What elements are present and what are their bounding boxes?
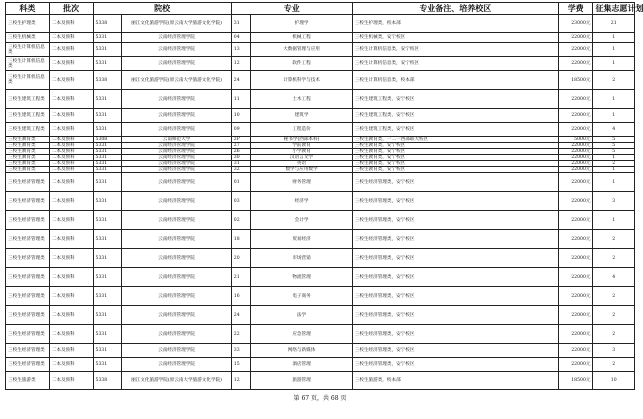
header-school: 院校: [93, 3, 231, 15]
table-row: [6, 109, 635, 123]
plan-cell: 5: [593, 149, 635, 155]
table-header-row: [6, 3, 635, 15]
major-name-cell: 电子商务: [251, 287, 352, 306]
category-cell: 三校生建筑工程类: [6, 90, 50, 109]
table-row: [6, 268, 635, 287]
table-row: [6, 230, 635, 249]
plan-cell: 1: [593, 90, 635, 109]
fee-cell: 22000元: [558, 173, 593, 192]
plan-cell: 2: [593, 249, 635, 268]
table-row: [6, 43, 635, 57]
batch-cell: 二本及预科: [49, 143, 93, 149]
category-cell: 三校生计算机信息类: [6, 71, 50, 90]
fee-cell: 22000元: [558, 287, 593, 306]
fee-cell: 23000元: [558, 15, 593, 33]
school-code-cell: 5331: [93, 155, 122, 161]
major-code-cell: 33: [231, 344, 251, 358]
major-code-cell: 12: [231, 372, 251, 390]
major-code-cell: 22: [231, 325, 251, 344]
major-code-cell: 2P: [231, 137, 251, 143]
header-note: 专业备注、培养校区: [352, 3, 558, 15]
school-code-cell: 5331: [93, 287, 122, 306]
school-code-cell: 5331: [93, 325, 122, 344]
table-row: [6, 287, 635, 306]
major-code-cell: 31: [231, 15, 251, 33]
category-cell: 三校生教育类: [6, 167, 50, 173]
plan-cell: 4: [593, 123, 635, 137]
table-row: [6, 71, 635, 90]
major-note-cell: 三校生教育类，安宁校区: [352, 155, 558, 161]
category-cell: 三校生经济管理类: [6, 230, 50, 249]
category-cell: 三校生旅游类: [6, 372, 50, 390]
category-cell: 三校生经济管理类: [6, 306, 50, 325]
table-row: [6, 372, 635, 390]
school-name-cell: 云南经济管理学院: [122, 90, 231, 109]
school-code-cell: 5331: [93, 268, 122, 287]
fee-cell: 22000元: [558, 167, 593, 173]
fee-cell: 22000元: [558, 344, 593, 358]
major-name-cell: 土木工程: [251, 90, 352, 109]
fee-cell: 22000元: [558, 230, 593, 249]
school-code-cell: 5331: [93, 123, 122, 137]
school-code-cell: 5331: [93, 143, 122, 149]
school-name-cell: 云南经济管理学院: [122, 149, 231, 155]
major-code-cell: 16: [231, 287, 251, 306]
plan-cell: 2: [593, 71, 635, 90]
table-row: [6, 90, 635, 109]
major-name-cell: 学前教育: [251, 143, 352, 149]
major-code-cell: 09: [231, 123, 251, 137]
major-code-cell: 03: [231, 192, 251, 211]
batch-cell: 二本及预科: [49, 325, 93, 344]
major-note-cell: 三校生经济管理类，安宁校区: [352, 344, 558, 358]
school-name-cell: 云南师范大学: [122, 137, 231, 143]
category-cell: 三校生经济管理类: [6, 268, 50, 287]
major-name-cell: 财务管理: [251, 173, 352, 192]
major-name-cell: 会计学: [251, 211, 352, 230]
category-cell: 三校生经济管理类: [6, 249, 50, 268]
major-name-cell: 护理学: [251, 15, 352, 33]
batch-cell: 二本及预科: [49, 344, 93, 358]
category-cell: 三校生教育类: [6, 137, 50, 143]
school-code-cell: 5331: [93, 167, 122, 173]
major-note-cell: 三校生建筑工程类，安宁校区: [352, 123, 558, 137]
major-code-cell: 32: [231, 167, 251, 173]
major-name-cell: 建筑学: [251, 109, 352, 123]
school-code-cell: 5331: [93, 192, 122, 211]
table-row: [6, 325, 635, 344]
major-name-cell: 大数据管理与应用: [251, 43, 352, 57]
major-code-cell: 15: [231, 358, 251, 372]
major-note-cell: 三校生经济管理类，安宁校区: [352, 325, 558, 344]
batch-cell: 二本及预科: [49, 57, 93, 71]
school-code-cell: 5331: [93, 249, 122, 268]
major-note-cell: 三校生经济管理类，安宁校区: [352, 358, 558, 372]
major-name-cell: 物流管理: [251, 268, 352, 287]
major-note-cell: 三校生经济管理类，安宁校区: [352, 306, 558, 325]
header-major: 专业: [231, 3, 352, 15]
school-name-cell: 云南经济管理学院: [122, 155, 231, 161]
plan-cell: 2: [593, 358, 635, 372]
school-code-cell: 5338: [93, 372, 122, 390]
school-code-cell: 5331: [93, 43, 122, 57]
admission-table: [5, 2, 643, 390]
major-name-cell: 数学与应用数学: [251, 167, 352, 173]
header-fee: 学费: [558, 3, 593, 15]
major-name-cell: 秘书学(西部本科): [251, 137, 352, 143]
batch-cell: 二本及预科: [49, 268, 93, 287]
plan-cell: 5: [593, 137, 635, 143]
batch-cell: 二本及预科: [49, 211, 93, 230]
major-code-cell: 13: [231, 43, 251, 57]
header-plan: 征集志愿计划: [593, 3, 635, 15]
plan-cell: 1: [593, 211, 635, 230]
category-cell: 三校生经济管理类: [6, 173, 50, 192]
school-code-cell: 5331: [93, 173, 122, 192]
fee-cell: 22000元: [558, 57, 593, 71]
school-name-cell: 云南经济管理学院: [122, 109, 231, 123]
major-note-cell: 三校生经济管理类，安宁校区: [352, 249, 558, 268]
batch-cell: 二本及预科: [49, 192, 93, 211]
category-cell: 三校生教育类: [6, 155, 50, 161]
batch-cell: 二本及预科: [49, 167, 93, 173]
school-name-cell: 云南经济管理学院: [122, 344, 231, 358]
category-cell: 三校生护理类: [6, 15, 50, 33]
plan-cell: 3: [593, 192, 635, 211]
fee-cell: 22000元: [558, 123, 593, 137]
table-row: [6, 211, 635, 230]
major-code-cell: 31: [231, 161, 251, 167]
fee-cell: 22000元: [558, 249, 593, 268]
plan-cell: 1: [593, 109, 635, 123]
table-row: [6, 358, 635, 372]
major-name-cell: 法学: [251, 306, 352, 325]
category-cell: 三校生经济管理类: [6, 325, 50, 344]
major-name-cell: 机械工程: [251, 33, 352, 43]
fee-cell: 22000元: [558, 268, 593, 287]
plan-cell: 2: [593, 230, 635, 249]
admission-table-sheet: [5, 2, 643, 390]
category-cell: 三校生计算机信息类: [6, 57, 50, 71]
school-name-cell: 云南经济管理学院: [122, 192, 231, 211]
major-name-cell: 贸易经济: [251, 230, 352, 249]
school-name-cell: 丽江文化旅游学院(原云南大学旅游文化学院): [122, 15, 231, 33]
school-code-cell: 5308: [93, 137, 122, 143]
category-cell: 三校生机械类: [6, 33, 50, 43]
major-code-cell: 02: [231, 211, 251, 230]
school-name-cell: 云南经济管理学院: [122, 287, 231, 306]
plan-cell: 1: [593, 57, 635, 71]
fee-cell: 22000元: [558, 109, 593, 123]
major-name-cell: 经济学: [251, 192, 352, 211]
table-row: [6, 57, 635, 71]
batch-cell: 二本及预科: [49, 155, 93, 161]
major-name-cell: 旅游管理: [251, 372, 352, 390]
fee-cell: 22000元: [558, 143, 593, 149]
batch-cell: 二本及预科: [49, 306, 93, 325]
school-name-cell: 云南经济管理学院: [122, 249, 231, 268]
major-code-cell: 20: [231, 249, 251, 268]
major-code-cell: 12: [231, 57, 251, 71]
school-name-cell: 云南经济管理学院: [122, 43, 231, 57]
fee-cell: 22000元: [558, 155, 593, 161]
school-name-cell: 云南经济管理学院: [122, 230, 231, 249]
major-name-cell: 工程造价: [251, 123, 352, 137]
school-name-cell: 云南经济管理学院: [122, 173, 231, 192]
plan-cell: 1: [593, 33, 635, 43]
plan-cell: 4: [593, 268, 635, 287]
plan-cell: 2: [593, 161, 635, 167]
school-code-cell: 5331: [93, 33, 122, 43]
major-name-cell: 英语: [251, 161, 352, 167]
school-name-cell: 云南经济管理学院: [122, 123, 231, 137]
major-note-cell: 三校生教育类，安宁校区: [352, 143, 558, 149]
page-footer: 第 67 页，共 68 页: [293, 395, 347, 402]
major-note-cell: 三校生计算机信息类，安宁校区: [352, 43, 558, 57]
school-name-cell: 云南经济管理学院: [122, 33, 231, 43]
plan-cell: 10: [593, 372, 635, 390]
table-row: [6, 344, 635, 358]
school-code-cell: 5338: [93, 71, 122, 90]
batch-cell: 二本及预科: [49, 230, 93, 249]
plan-cell: 1: [593, 43, 635, 57]
plan-cell: 21: [593, 15, 635, 33]
school-code-cell: 5331: [93, 306, 122, 325]
fee-cell: 18500元: [558, 71, 593, 90]
major-name-cell: 网络与新媒体: [251, 344, 352, 358]
fee-cell: 18500元: [558, 372, 593, 390]
major-note-cell: 三校生教育类，一二一西部联大校区: [352, 137, 558, 143]
major-note-cell: 三校生建筑工程类，安宁校区: [352, 109, 558, 123]
plan-cell: 1: [593, 155, 635, 161]
fee-cell: 22000元: [558, 33, 593, 43]
school-code-cell: 5331: [93, 90, 122, 109]
major-name-cell: 酒店管理: [251, 358, 352, 372]
table-row: [6, 33, 635, 43]
plan-cell: 3: [593, 344, 635, 358]
major-name-cell: 计算机科学与技术: [251, 71, 352, 90]
batch-cell: 二本及预科: [49, 137, 93, 143]
school-name-cell: 云南经济管理学院: [122, 161, 231, 167]
major-note-cell: 三校生经济管理类，安宁校区: [352, 173, 558, 192]
major-note-cell: 三校生教育类，安宁校区: [352, 161, 558, 167]
fee-cell: 22000元: [558, 192, 593, 211]
major-name-cell: 小学教育: [251, 149, 352, 155]
table-body: [6, 15, 635, 390]
school-name-cell: 云南经济管理学院: [122, 306, 231, 325]
table-row: [6, 15, 635, 33]
major-note-cell: 三校生经济管理类，安宁校区: [352, 230, 558, 249]
major-note-cell: 三校生旅游类，校本部: [352, 372, 558, 390]
batch-cell: 二本及预科: [49, 33, 93, 43]
category-cell: 三校生教育类: [6, 143, 50, 149]
school-name-cell: 云南经济管理学院: [122, 325, 231, 344]
major-code-cell: 26: [231, 149, 251, 155]
fee-cell: 22000元: [558, 149, 593, 155]
fee-cell: 22000元: [558, 306, 593, 325]
major-code-cell: 18: [231, 230, 251, 249]
major-name-cell: 汉语言文学: [251, 155, 352, 161]
major-name-cell: 软件工程: [251, 57, 352, 71]
major-code-cell: 24: [231, 71, 251, 90]
header-category: 科类: [6, 3, 50, 15]
batch-cell: 二本及预科: [49, 123, 93, 137]
batch-cell: 二本及预科: [49, 149, 93, 155]
major-name-cell: 应急管理: [251, 325, 352, 344]
table-row: [6, 249, 635, 268]
fee-cell: 22000元: [558, 90, 593, 109]
major-note-cell: 三校生经济管理类，安宁校区: [352, 268, 558, 287]
school-name-cell: 云南经济管理学院: [122, 211, 231, 230]
plan-cell: 1: [593, 173, 635, 192]
plan-cell: 5: [593, 143, 635, 149]
plan-cell: 2: [593, 325, 635, 344]
school-name-cell: 云南经济管理学院: [122, 358, 231, 372]
table-row: [6, 306, 635, 325]
school-name-cell: 云南经济管理学院: [122, 268, 231, 287]
batch-cell: 二本及预科: [49, 109, 93, 123]
fee-cell: 5000元: [558, 137, 593, 143]
batch-cell: 二本及预科: [49, 161, 93, 167]
major-code-cell: 11: [231, 90, 251, 109]
school-code-cell: 5338: [93, 15, 122, 33]
major-code-cell: 24: [231, 306, 251, 325]
major-note-cell: 三校生经济管理类，安宁校区: [352, 192, 558, 211]
school-name-cell: 丽江文化旅游学院(原云南大学旅游文化学院): [122, 372, 231, 390]
school-name-cell: 云南经济管理学院: [122, 143, 231, 149]
category-cell: 三校生经济管理类: [6, 344, 50, 358]
category-cell: 三校生经济管理类: [6, 287, 50, 306]
school-code-cell: 5331: [93, 230, 122, 249]
category-cell: 三校生教育类: [6, 161, 50, 167]
batch-cell: 二本及预科: [49, 43, 93, 57]
major-code-cell: 21: [231, 268, 251, 287]
fee-cell: 22000元: [558, 161, 593, 167]
fee-cell: 22000元: [558, 211, 593, 230]
school-name-cell: 云南经济管理学院: [122, 167, 231, 173]
category-cell: 三校生计算机信息类: [6, 43, 50, 57]
major-note-cell: 三校生经济管理类，安宁校区: [352, 211, 558, 230]
school-code-cell: 5331: [93, 161, 122, 167]
batch-cell: 二本及预科: [49, 15, 93, 33]
major-note-cell: 三校生机械类，安宁校区: [352, 33, 558, 43]
header-batch: 批次: [49, 3, 93, 15]
major-note-cell: 三校生计算机信息类，校本部: [352, 71, 558, 90]
school-code-cell: 5331: [93, 149, 122, 155]
major-note-cell: 三校生教育类，安宁校区: [352, 167, 558, 173]
school-code-cell: 5331: [93, 57, 122, 71]
school-code-cell: 5331: [93, 358, 122, 372]
school-code-cell: 5331: [93, 344, 122, 358]
plan-cell: 2: [593, 287, 635, 306]
category-cell: 三校生经济管理类: [6, 358, 50, 372]
batch-cell: 二本及预科: [49, 71, 93, 90]
major-note-cell: 三校生教育类，安宁校区: [352, 149, 558, 155]
fee-cell: 22000元: [558, 358, 593, 372]
batch-cell: 二本及预科: [49, 90, 93, 109]
category-cell: 三校生建筑工程类: [6, 123, 50, 137]
major-name-cell: 市场营销: [251, 249, 352, 268]
table-row: [6, 173, 635, 192]
category-cell: 三校生建筑工程类: [6, 109, 50, 123]
major-code-cell: 30: [231, 155, 251, 161]
batch-cell: 二本及预科: [49, 358, 93, 372]
fee-cell: 22000元: [558, 325, 593, 344]
category-cell: 三校生教育类: [6, 149, 50, 155]
school-name-cell: 云南经济管理学院: [122, 57, 231, 71]
major-code-cell: 27: [231, 143, 251, 149]
category-cell: 三校生经济管理类: [6, 211, 50, 230]
batch-cell: 二本及预科: [49, 372, 93, 390]
category-cell: 三校生经济管理类: [6, 192, 50, 211]
major-code-cell: 01: [231, 173, 251, 192]
major-note-cell: 三校生计算机信息类，安宁校区: [352, 57, 558, 71]
plan-cell: 1: [593, 167, 635, 173]
batch-cell: 二本及预科: [49, 173, 93, 192]
table-row: [6, 123, 635, 137]
major-note-cell: 三校生经济管理类，安宁校区: [352, 287, 558, 306]
school-code-cell: 5331: [93, 211, 122, 230]
major-note-cell: 三校生护理类，校本部: [352, 15, 558, 33]
table-row: [6, 192, 635, 211]
school-code-cell: 5331: [93, 109, 122, 123]
major-note-cell: 三校生建筑工程类，安宁校区: [352, 90, 558, 109]
batch-cell: 二本及预科: [49, 287, 93, 306]
major-code-cell: 04: [231, 33, 251, 43]
fee-cell: 22000元: [558, 43, 593, 57]
school-name-cell: 丽江文化旅游学院(原云南大学旅游文化学院): [122, 71, 231, 90]
major-code-cell: 10: [231, 109, 251, 123]
batch-cell: 二本及预科: [49, 249, 93, 268]
plan-cell: 2: [593, 306, 635, 325]
